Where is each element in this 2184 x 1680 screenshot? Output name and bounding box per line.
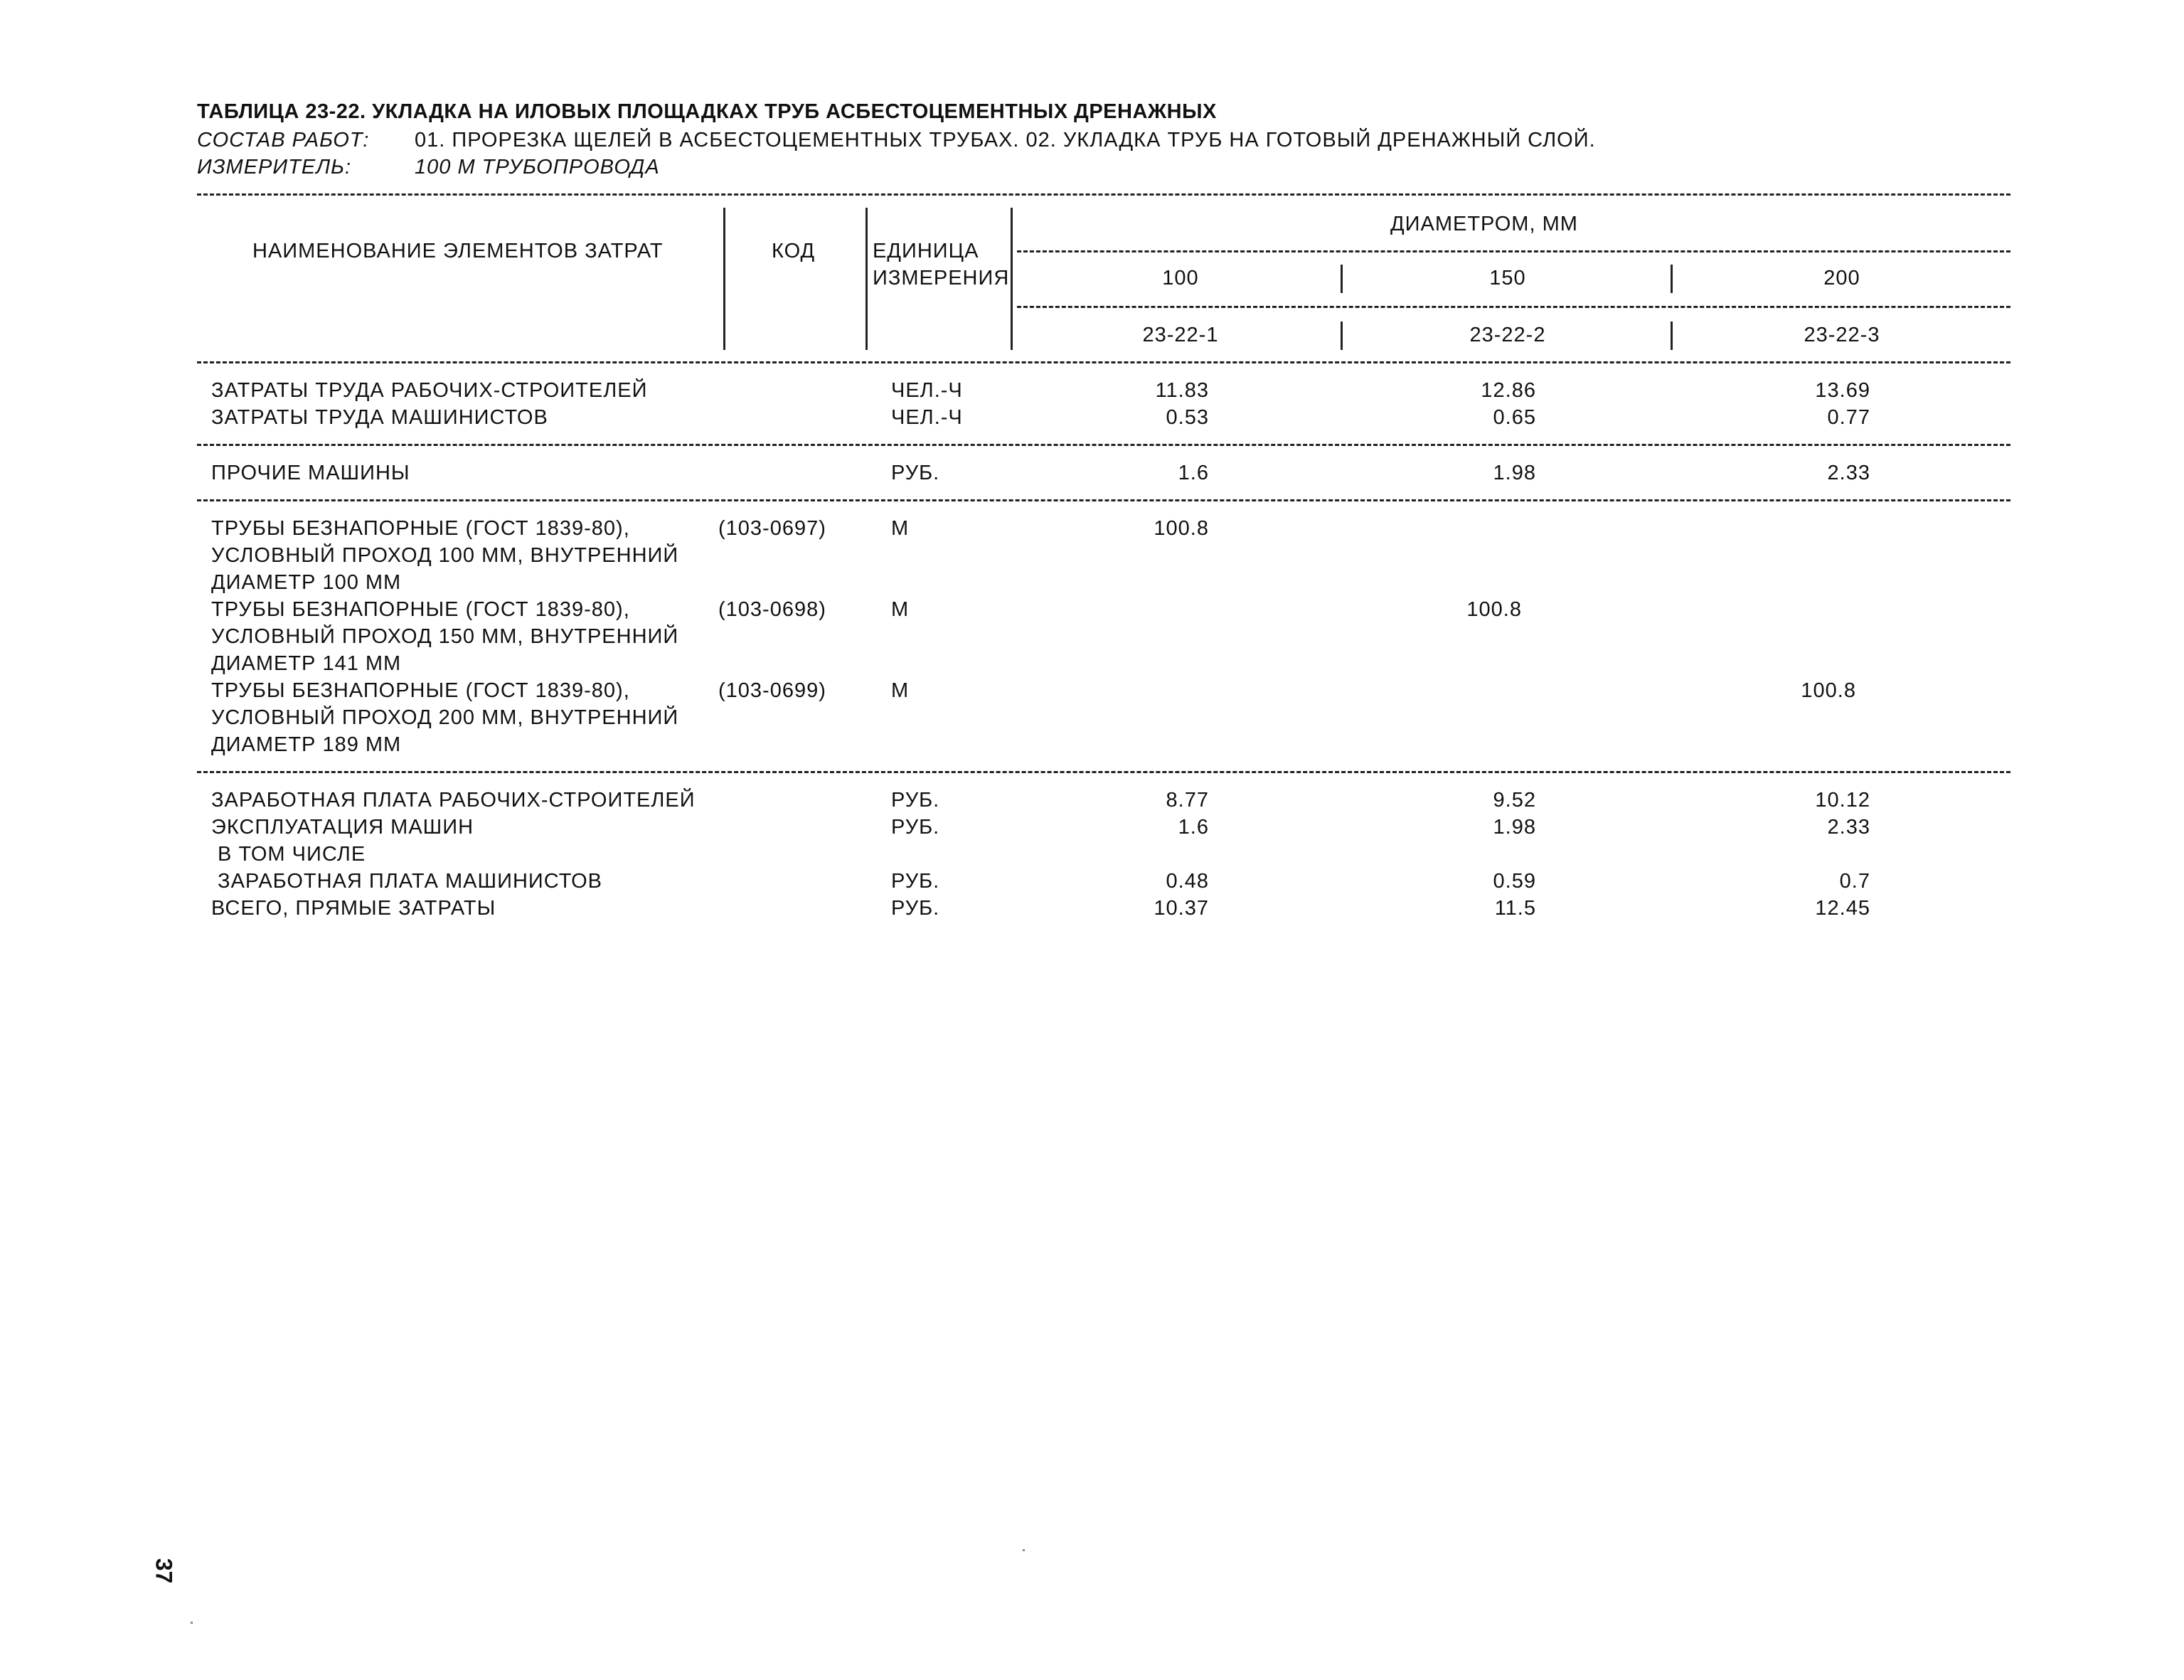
row-unit: М: [891, 679, 910, 702]
row-name: В ТОМ ЧИСЛЕ: [211, 843, 366, 866]
row-value-200: 10.12: [1815, 789, 1870, 812]
row-value-200: 13.69: [1815, 379, 1870, 402]
row-name: ЗАТРАТЫ ТРУДА РАБОЧИХ-СТРОИТЕЛЕЙ: [211, 379, 648, 402]
row-name-line2: УСЛОВНЫЙ ПРОХОД 150 ММ, ВНУТРЕННИЙ: [211, 625, 679, 648]
row-name-line2: УСЛОВНЫЙ ПРОХОД 200 ММ, ВНУТРЕННИЙ: [211, 706, 679, 729]
row-name: ЗАРАБОТНАЯ ПЛАТА МАШИНИСТОВ: [211, 870, 603, 893]
row-value-200: 12.45: [1815, 897, 1870, 920]
head-size-100: 100: [1162, 267, 1199, 289]
row-unit: РУБ.: [891, 789, 940, 812]
rule-materials: [197, 771, 2010, 773]
row-value-100: 11.83: [1155, 379, 1209, 402]
row-name: ЗАТРАТЫ ТРУДА МАШИНИСТОВ: [211, 406, 548, 429]
work-label: СОСТАВ РАБОТ:: [197, 129, 370, 151]
head-diameter: ДИАМЕТРОМ, ММ: [1390, 213, 1578, 235]
row-name: ВСЕГО, ПРЯМЫЕ ЗАТРАТЫ: [211, 897, 496, 920]
table-title: ТАБЛИЦА 23-22. УКЛАДКА НА ИЛОВЫХ ПЛОЩАДКАХ ТРУБ АСБЕСТОЦЕМЕНТНЫХ ДРЕНАЖНЫХ: [197, 100, 1217, 123]
col-separator-150a: [1671, 265, 1673, 293]
head-unit-line1: ЕДИНИЦА: [873, 240, 979, 262]
row-name-line3: ДИАМЕТР 189 ММ: [211, 733, 402, 756]
head-unit-line2: ИЗМЕРЕНИЯ: [873, 267, 1010, 289]
row-unit: М: [891, 598, 910, 621]
work-text: 01. ПРОРЕЗКА ЩЕЛЕЙ В АСБЕСТОЦЕМЕНТНЫХ ТРУБАХ. 02. УКЛАДКА ТРУБ НА ГОТОВЫЙ ДРЕНАЖНЫЙ СЛОЙ.: [415, 129, 1596, 151]
row-value-200: 2.33: [1827, 816, 1870, 839]
head-code-23-22-1: 23-22-1: [1142, 324, 1219, 346]
rule-head-bottom: [197, 361, 2010, 363]
row-value-150: 1.98: [1493, 462, 1536, 484]
row-name: ПРОЧИЕ МАШИНЫ: [211, 462, 410, 484]
row-unit: ЧЕЛ.-Ч: [891, 406, 963, 429]
head-code: КОД: [772, 240, 816, 262]
row-name-line3: ДИАМЕТР 100 ММ: [211, 571, 402, 594]
row-code: (103-0698): [718, 598, 826, 621]
row-value-150: 0.59: [1493, 870, 1536, 893]
rule-labor: [197, 444, 2010, 446]
rule-machines: [197, 499, 2010, 501]
row-value-100: 0.53: [1166, 406, 1209, 429]
head-name: НАИМЕНОВАНИЕ ЭЛЕМЕНТОВ ЗАТРАТ: [252, 240, 664, 262]
row-value-100: 1.6: [1178, 816, 1209, 839]
row-value-200: 100.8: [1801, 679, 1856, 702]
head-size-200: 200: [1823, 267, 1860, 289]
row-value-150: 100.8: [1466, 598, 1522, 621]
row-unit: ЧЕЛ.-Ч: [891, 379, 963, 402]
row-unit: РУБ.: [891, 870, 940, 893]
row-name-line3: ДИАМЕТР 141 ММ: [211, 652, 402, 675]
row-value-200: 0.7: [1839, 870, 1870, 893]
row-value-100: 0.48: [1166, 870, 1209, 893]
rule-sizes: [1017, 306, 2010, 308]
col-separator-name: [723, 208, 725, 350]
row-value-150: 1.98: [1493, 816, 1536, 839]
row-value-100: 1.6: [1178, 462, 1209, 484]
col-separator-150b: [1671, 321, 1673, 350]
row-code: (103-0699): [718, 679, 826, 702]
col-separator-code: [865, 208, 868, 350]
row-unit: РУБ.: [891, 897, 940, 920]
row-unit: РУБ.: [891, 816, 940, 839]
row-value-150: 11.5: [1494, 897, 1536, 920]
col-separator-100a: [1341, 265, 1343, 293]
row-value-200: 0.77: [1827, 406, 1870, 429]
row-value-100: 8.77: [1166, 789, 1209, 812]
row-value-100: 100.8: [1154, 517, 1209, 540]
meter-label: ИЗМЕРИТЕЛЬ:: [197, 156, 352, 179]
head-size-150: 150: [1489, 267, 1526, 289]
head-code-23-22-3: 23-22-3: [1804, 324, 1880, 346]
row-value-150: 0.65: [1493, 406, 1536, 429]
row-unit: М: [891, 517, 910, 540]
rule-top: [197, 193, 2010, 196]
row-unit: РУБ.: [891, 462, 940, 484]
row-name-line1: ТРУБЫ БЕЗНАПОРНЫЕ (ГОСТ 1839-80),: [211, 517, 630, 540]
rule-diameter: [1017, 250, 2010, 252]
scan-speck: [1023, 1549, 1025, 1551]
row-value-100: 10.37: [1154, 897, 1209, 920]
page-number: 37: [151, 1558, 177, 1584]
scan-speck: [191, 1622, 193, 1624]
row-value-200: 2.33: [1827, 462, 1870, 484]
row-name-line2: УСЛОВНЫЙ ПРОХОД 100 ММ, ВНУТРЕННИЙ: [211, 544, 679, 567]
row-code: (103-0697): [718, 517, 826, 540]
row-value-150: 9.52: [1493, 789, 1536, 812]
col-separator-unit: [1011, 208, 1013, 350]
row-name: ЭКСПЛУАТАЦИЯ МАШИН: [211, 816, 474, 839]
meter-text: 100 М ТРУБОПРОВОДА: [415, 156, 660, 179]
row-name-line1: ТРУБЫ БЕЗНАПОРНЫЕ (ГОСТ 1839-80),: [211, 679, 630, 702]
head-code-23-22-2: 23-22-2: [1469, 324, 1546, 346]
row-name: ЗАРАБОТНАЯ ПЛАТА РАБОЧИХ-СТРОИТЕЛЕЙ: [211, 789, 696, 812]
row-name-line1: ТРУБЫ БЕЗНАПОРНЫЕ (ГОСТ 1839-80),: [211, 598, 630, 621]
row-value-150: 12.86: [1481, 379, 1536, 402]
col-separator-100b: [1341, 321, 1343, 350]
